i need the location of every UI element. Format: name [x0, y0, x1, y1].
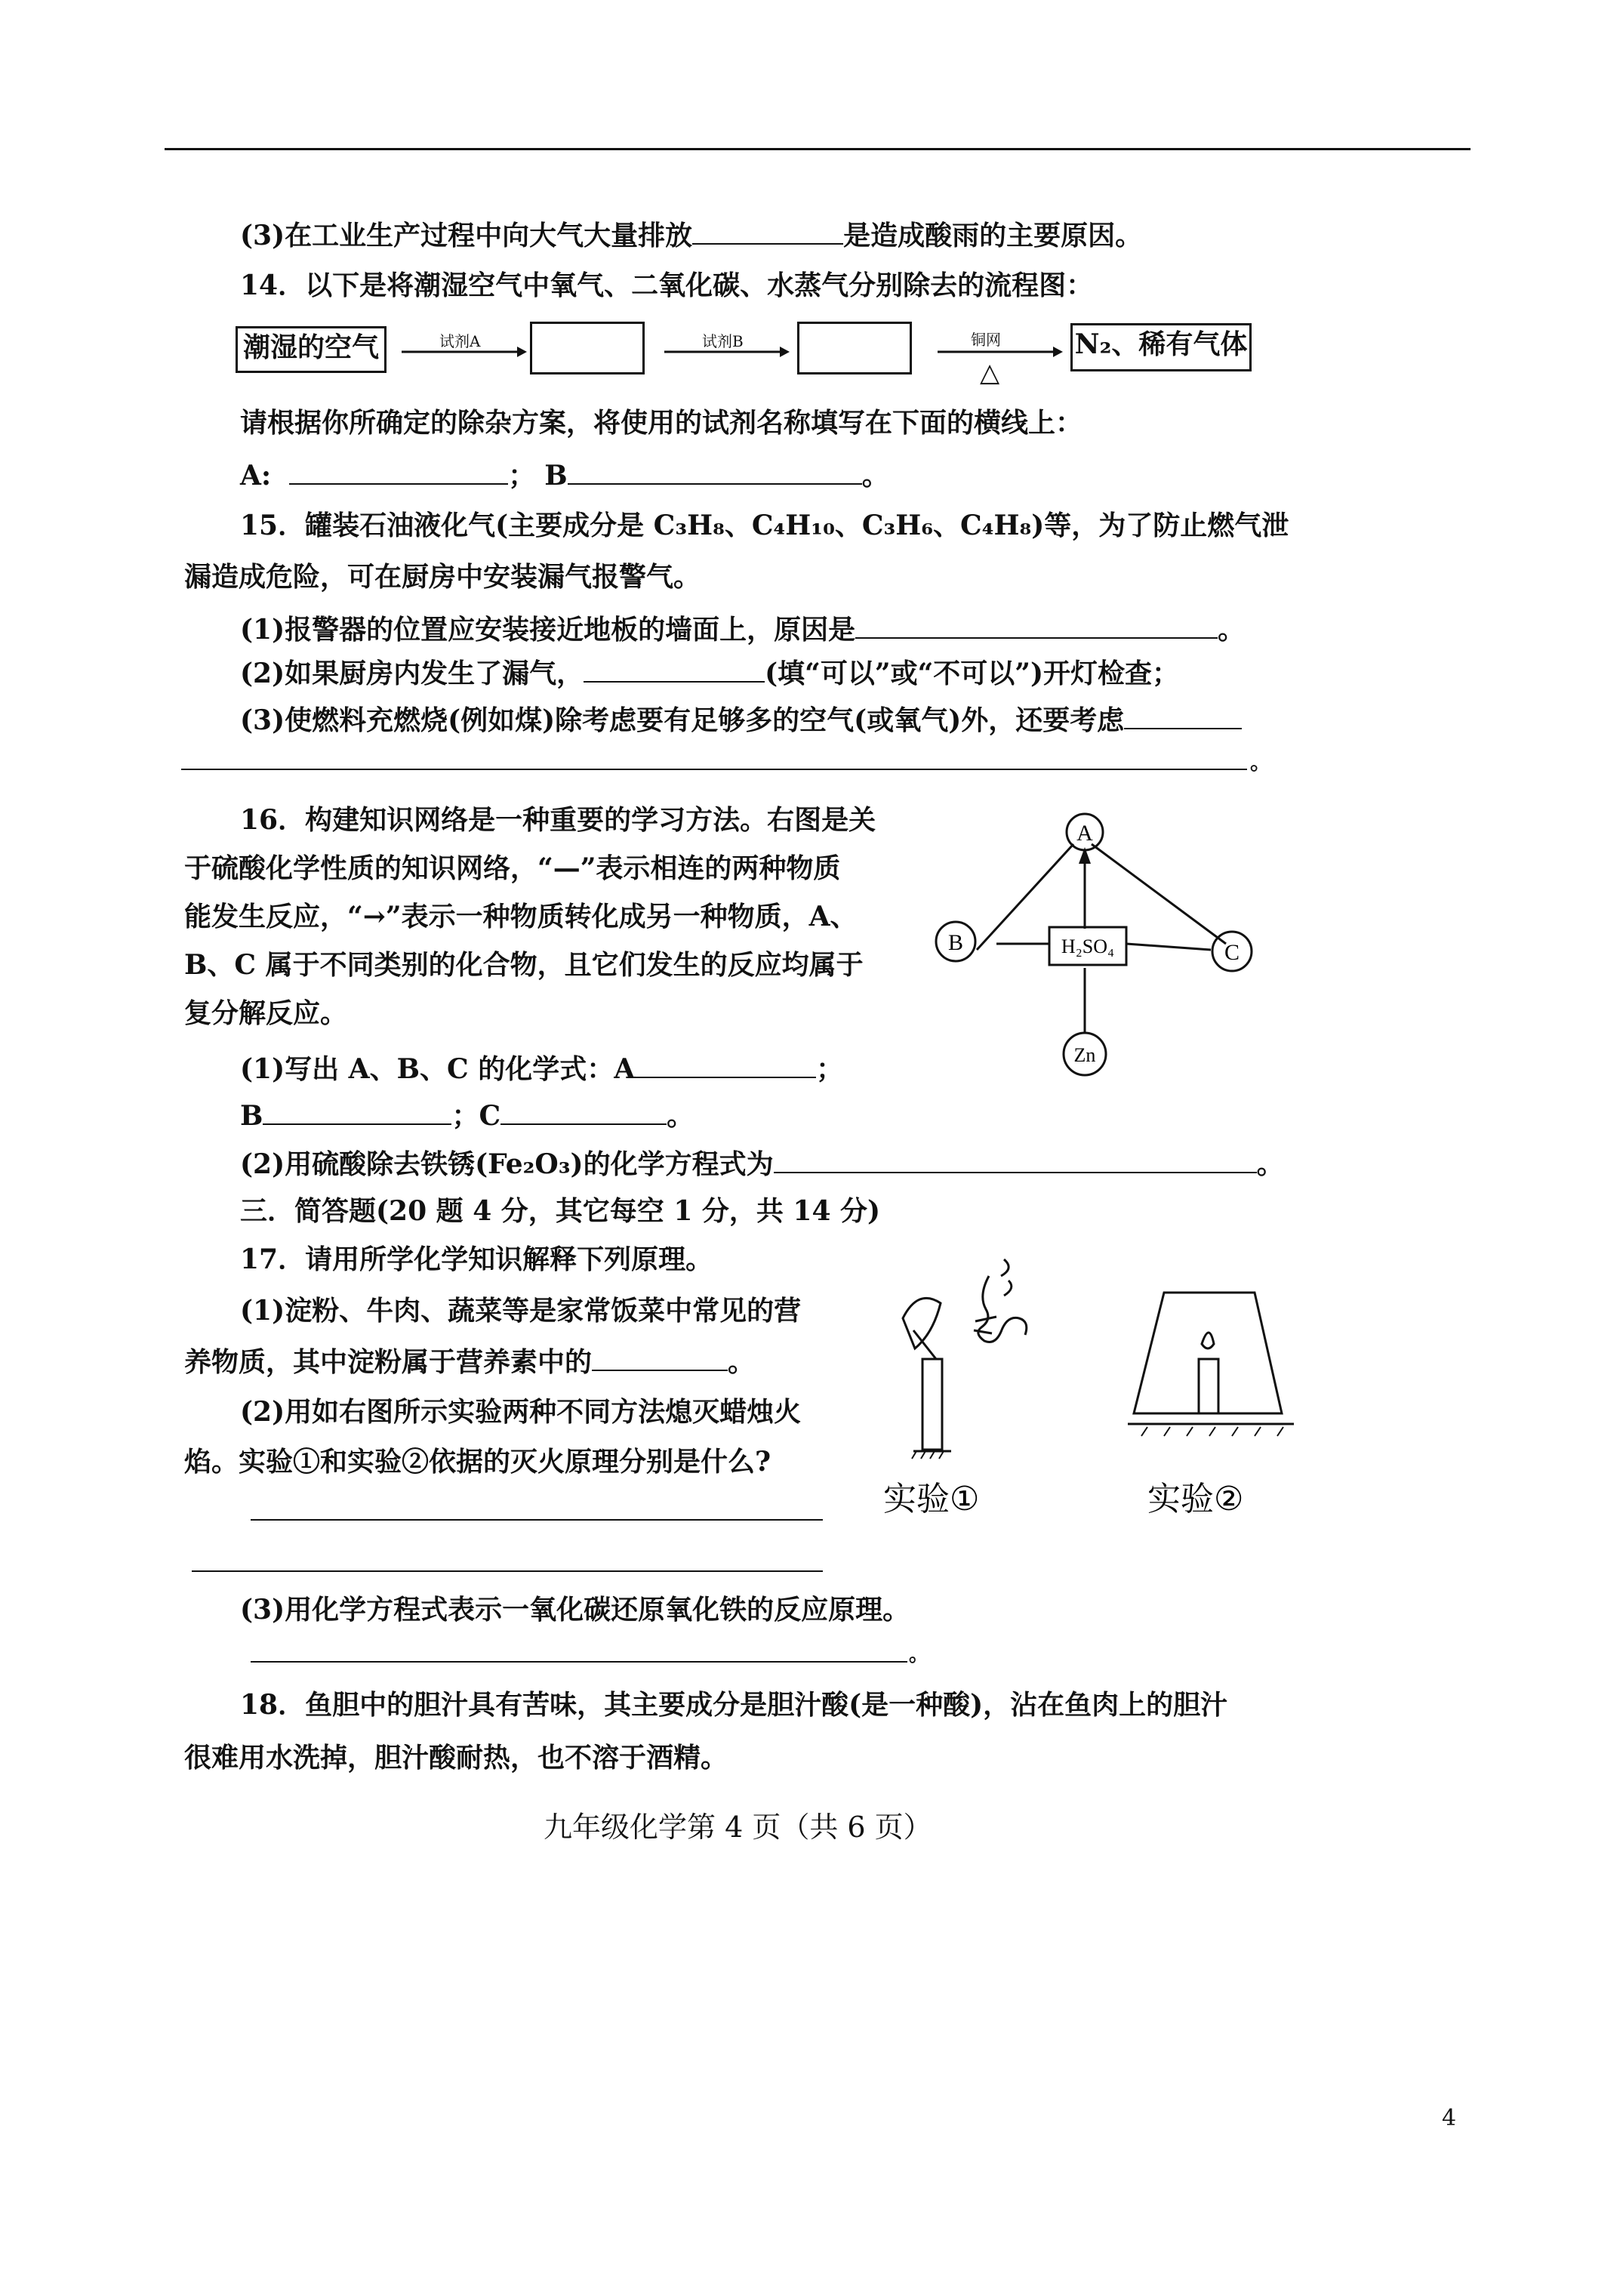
q17-part2-blank-line1[interactable]: [251, 1519, 823, 1521]
q15-part1-text: (1)报警器的位置应安装接近地板的墙面上，原因是: [240, 614, 856, 646]
q16-part2-end: 。: [1256, 1148, 1284, 1180]
q16-line2: 于硫酸化学性质的知识网络，“—”表示相连的两种物质: [184, 852, 841, 884]
q13-part3-prefix: (3)在工业生产过程中向大气大量排放: [240, 220, 693, 251]
q14-instruction: 请根据你所确定的除杂方案，将使用的试剂名称填写在下面的横线上：: [240, 407, 1083, 439]
experiment2-label: 实验②: [1147, 1480, 1244, 1518]
q15-part3: [240, 702, 1242, 737]
node-h2so4-label: H₂SO₄: [1061, 935, 1115, 957]
q16-b-label: B: [240, 1100, 263, 1132]
flow-arrow2: [663, 344, 791, 359]
flow-arrow3: [936, 344, 1064, 359]
flow-box-2: [797, 322, 912, 374]
q17-part3-end: 。: [909, 1644, 929, 1666]
flow-arrow2-label: 试剂B: [702, 332, 744, 350]
q17-part2-line2: 焰。实验①和实验②依据的灭火原理分别是什么?: [184, 1446, 771, 1478]
page-footer: 九年级化学第 4 页（共 6 页）: [544, 1811, 932, 1844]
q16-line3: 能发生反应，“→”表示一种物质转化成另一种物质，A、: [184, 901, 858, 932]
q17-stem: 17．请用所学化学知识解释下列原理。: [240, 1244, 713, 1275]
flow-heat-symbol: △: [980, 358, 1000, 388]
experiment1-drawing: [861, 1246, 1102, 1525]
q16-part2-text: (2)用硫酸除去铁锈(Fe₂O₃)的化学方程式为: [240, 1148, 774, 1180]
node-b-label: B: [947, 930, 964, 955]
q17-part1-blank[interactable]: [592, 1344, 728, 1371]
section3-heading: 三．简答题(20 题 4 分，其它每空 1 分，共 14 分): [240, 1195, 881, 1227]
q15-part1-blank[interactable]: [855, 612, 1218, 639]
q15-part2-blank[interactable]: [584, 655, 765, 683]
q15-part3-end: 。: [1250, 750, 1272, 775]
q15-part3-text: (3)使燃料充燃烧(例如煤)除考虑要有足够多的空气(或氧气)外，还要考虑: [240, 704, 1125, 736]
flow-start-box: 潮湿的空气: [236, 326, 387, 373]
node-a-label: A: [1076, 821, 1093, 846]
q15-stem-line1: 15．罐装石油液化气(主要成分是 C₃H₈、C₄H₁₀、C₃H₆、C₄H₈)等，为了防止燃气泄: [240, 510, 1289, 541]
q17-part3: (3)用化学方程式表示一氧化碳还原氧化铁的反应原理。: [240, 1594, 910, 1626]
experiment1-label: 实验①: [883, 1480, 980, 1518]
q17-part3-blank[interactable]: [251, 1661, 907, 1663]
q16-part1-text: (1)写出 A、B、C 的化学式：A: [240, 1053, 636, 1085]
q16-c-end: 。: [667, 1100, 694, 1132]
flow-box-1: [530, 322, 645, 374]
q14-a-label: A:: [240, 460, 272, 492]
q16-a-blank[interactable]: [635, 1051, 816, 1078]
q16-part1-end: ；: [816, 1053, 844, 1085]
q16-line1: 16．构建知识网络是一种重要的学习方法。右图是关: [240, 804, 876, 836]
q17-part1-line2: [184, 1344, 755, 1379]
header-rule: [165, 148, 1471, 150]
q17-part1-text: 养物质，其中淀粉属于营养素中的: [184, 1346, 593, 1378]
q16-c-blank[interactable]: [500, 1098, 667, 1125]
page-number: 4: [1442, 2105, 1457, 2131]
q13-answer-blank[interactable]: [692, 217, 843, 245]
q15-part2: [240, 655, 1179, 690]
q16-c-sep: ；C: [451, 1100, 501, 1132]
q13-part3: [240, 217, 1142, 252]
node-c-label: C: [1224, 940, 1240, 965]
q16-part2: [240, 1146, 1284, 1181]
q17-part2-blank-line2[interactable]: [192, 1570, 823, 1572]
flow-arrow1-label: 试剂A: [439, 332, 481, 350]
q15-part1-end: 。: [1218, 614, 1246, 646]
q16-part2-blank[interactable]: [774, 1146, 1257, 1173]
q15-part3-blank[interactable]: [1124, 702, 1242, 729]
q14-a-blank[interactable]: [289, 458, 508, 485]
q16-line5: 复分解反应。: [184, 997, 348, 1029]
q14-b-blank[interactable]: [568, 458, 862, 485]
node-zn-label: Zn: [1073, 1044, 1096, 1066]
q17-part1-end: 。: [728, 1346, 756, 1378]
q15-part2-prefix: (2)如果厨房内发生了漏气，: [240, 658, 584, 689]
q13-part3-suffix: 是造成酸雨的主要原因。: [843, 220, 1143, 251]
flow-arrow1: [400, 344, 528, 359]
q17-part1-line1: (1)淀粉、牛肉、蔬菜等是家常饭菜中常见的营: [240, 1295, 802, 1327]
q16-line4: B、C 属于不同类别的化合物，且它们发生的反应均属于: [184, 949, 864, 981]
q18-line2: 很难用水洗掉，胆汁酸耐热，也不溶于酒精。: [184, 1742, 728, 1774]
q15-part3-blank-line2[interactable]: [181, 769, 1247, 770]
q16-part1-bc: [240, 1098, 694, 1133]
q18-line1: 18．鱼胆中的胆汁具有苦味，其主要成分是胆汁酸(是一种酸)，沾在鱼肉上的胆汁: [240, 1689, 1228, 1721]
q14-stem: 14．以下是将潮湿空气中氧气、二氧化碳、水蒸气分别除去的流程图：: [240, 270, 1094, 301]
q15-part1: [240, 612, 1245, 646]
q15-stem-line2: 漏造成危险，可在厨房中安装漏气报警气。: [184, 561, 701, 593]
q17-part2-line1: (2)用如右图所示实验两种不同方法熄灭蜡烛火: [240, 1396, 802, 1428]
q15-part2-suffix: (填“可以”或“不可以”)开灯检查；: [765, 658, 1180, 689]
q16-b-blank[interactable]: [263, 1098, 451, 1125]
q14-sep: ；: [508, 460, 536, 492]
q16-part1: [240, 1051, 843, 1086]
q16-knowledge-network-diagram: [906, 793, 1298, 1110]
flow-arrow3-label: 铜网: [971, 331, 1001, 349]
q14-b-label: B: [544, 460, 568, 492]
flow-end-box: N₂、稀有气体: [1070, 323, 1252, 371]
q14-answers: [240, 458, 889, 492]
experiment2-drawing: [1117, 1246, 1313, 1525]
q14-end: 。: [861, 460, 889, 492]
